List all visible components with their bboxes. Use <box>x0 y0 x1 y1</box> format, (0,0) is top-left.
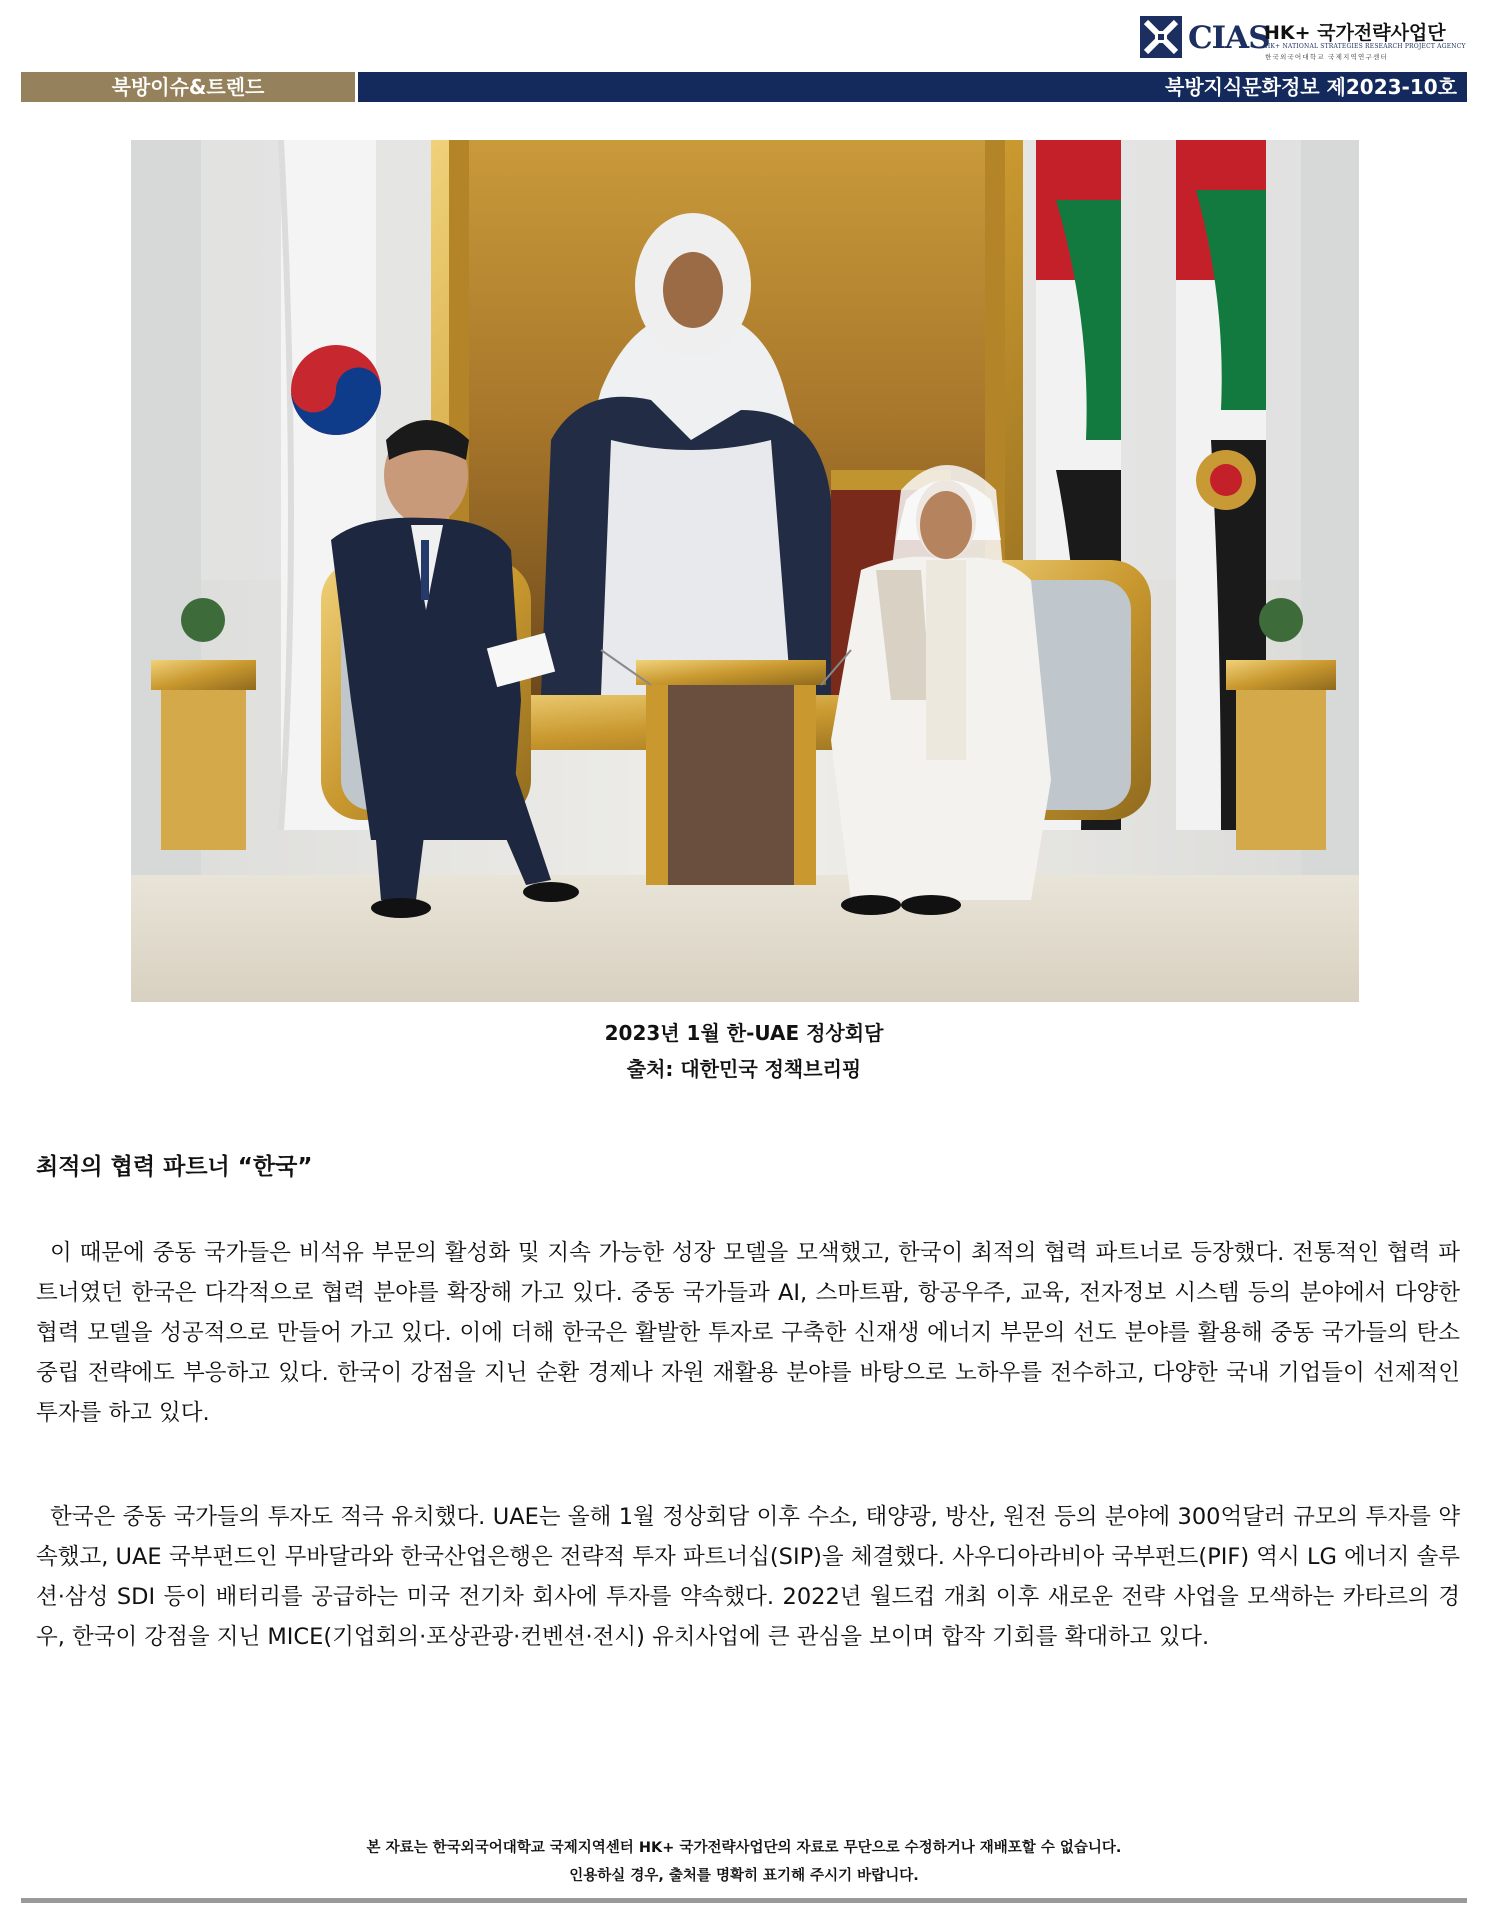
article-heading: 최적의 협력 파트너 “한국” <box>36 1154 313 1180</box>
bottom-divider <box>21 1898 1467 1903</box>
summit-photo <box>131 140 1359 1002</box>
header-banner <box>21 72 1467 102</box>
citation-notice: 인용하실 경우, 출처를 명확히 표기해 주시기 바랍니다. <box>569 1868 919 1884</box>
article-paragraph-2: 한국은 중동 국가들의 투자도 적극 유치했다. UAE는 올해 1월 정상회담 이후 수소, 태양광, 방산, 원전 등의 분야에 300억달러 규모의 투자를 약속했고, UAE 국부펀드인 무바달라와 한국산업은행은 전략적 투자 파트너십(SIP)을 체결했다. 사우디아라비아 국부펀드(PIF) 역시 LG 에너지 솔루션·삼성 SDI 등이 배터리를 공급하는 미국 전기차 회사에 투자를 약속했다. 2022년 월드컵 개최 이후 새로운 전략 사업을 모색하는 카타르의 경우, 한국이 강점을 지닌 MICE(기업회의·포상관광·컨벤션·전시) 유치사업에 큰 관심을 보이며 합작 기회를 확대하고 있다. <box>36 1504 1460 1650</box>
logo-sub-korean: 한국외국어대학교 국제지역연구센터 <box>1265 53 1388 61</box>
summit-photo-illustration <box>131 140 1359 1002</box>
logo-hk-title: HK+ 국가전략사업단 <box>1264 22 1446 44</box>
cias-logo-mark-icon <box>1138 14 1184 60</box>
section-label: 북방이슈&트렌드 <box>21 72 355 102</box>
photo-source: 출처: 대한민국 정책브리핑 <box>626 1057 862 1081</box>
issue-label: 북방지식문화정보 제2023-10호 <box>358 72 1467 102</box>
logo-sub-english: HK+ NATIONAL STRATEGIES RESEARCH PROJECT AGENCY <box>1265 43 1466 50</box>
article-paragraph-1: 이 때문에 중동 국가들은 비석유 부문의 활성화 및 지속 가능한 성장 모델을 모색했고, 한국이 최적의 협력 파트너로 등장했다. 전통적인 협력 파트너였던 한국은 다각적으로 협력 분야를 확장해 가고 있다. 중동 국가들과 AI, 스마트팜, 항공우주, 교육, 전자정보 시스템 등의 분야에서 다양한 협력 모델을 성공적으로 만들어 가고 있다. 이에 더해 한국은 활발한 투자로 구축한 신재생 에너지 부문의 선도 분야를 활용해 중동 국가들의 탄소중립 전략에도 부응하고 있다. 한국이 강점을 지닌 순환 경제나 자원 재활용 분야를 바탕으로 노하우를 전수하고, 다양한 국내 기업들이 선제적인 투자를 하고 있다. <box>36 1240 1460 1426</box>
copyright-notice: 본 자료는 한국외국어대학교 국제지역센터 HK+ 국가전략사업단의 자료로 무단으로 수정하거나 재배포할 수 없습니다. <box>366 1840 1122 1856</box>
cias-logo-text: CIAS <box>1188 20 1270 56</box>
photo-caption: 2023년 1월 한-UAE 정상회담 <box>604 1021 884 1045</box>
cias-logo <box>1138 14 1468 64</box>
